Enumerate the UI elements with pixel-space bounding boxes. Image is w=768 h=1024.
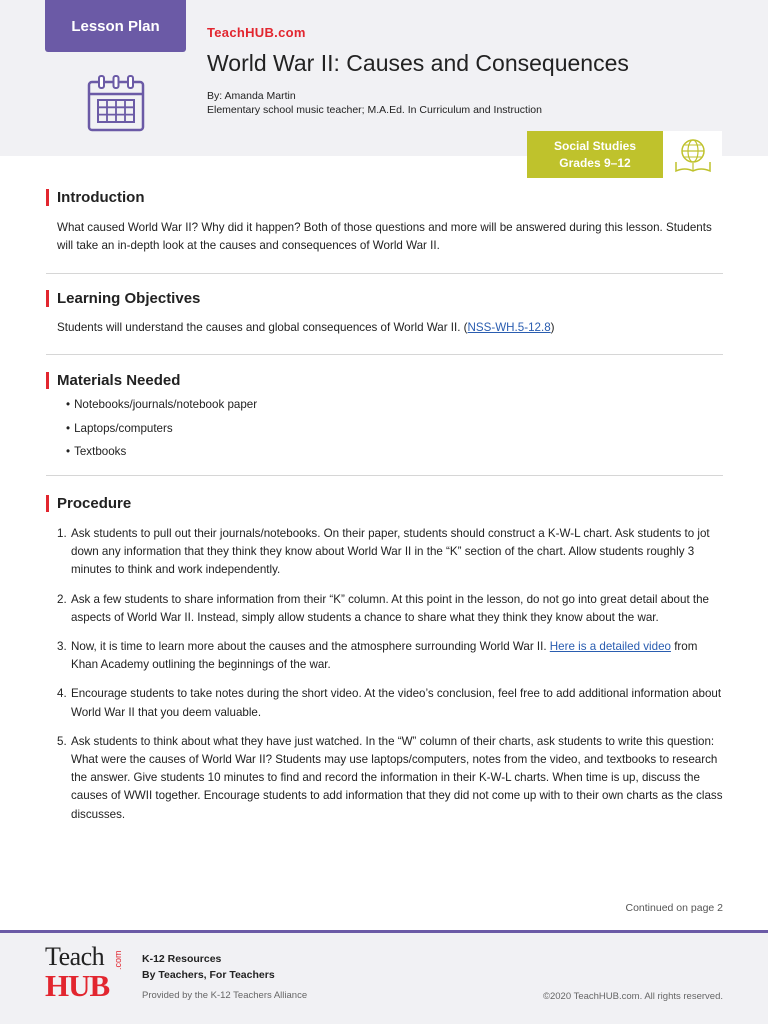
globe-book-icon: [673, 136, 713, 174]
list-item: • Notebooks/journals/notebook paper: [66, 396, 257, 420]
byline: [207, 89, 542, 117]
logo-hub: HUB: [45, 968, 110, 1003]
author-role: Elementary school music teacher; M.A.Ed. In Curriculum and Instruction: [207, 104, 542, 116]
footer: [0, 933, 768, 1024]
step-text: Ask a few students to share information from their “K” column. At this point in the lesson, do not go into great detail about the aspects of World War II. Instead, simply allow students a chance to share what they think they know about the war.: [71, 592, 710, 624]
procedure-step: [57, 733, 723, 824]
footer-tagline-1: K-12 Resources: [142, 953, 222, 965]
procedure-step: [57, 685, 723, 721]
grades-label: Grades 9–12: [559, 155, 631, 170]
logo-com: .com: [113, 950, 123, 970]
step-number: 1.: [57, 527, 67, 540]
step-text: Now, it is time to learn more about the causes and the atmosphere surrounding World War II.: [71, 640, 550, 654]
introduction-text: What caused World War II? Why did it happen? Both of those questions and more will be answered during this lesson. Students will take an in-depth look at the causes and consequences of World War II.: [57, 221, 712, 252]
continued-note: Continued on page 2: [625, 902, 723, 914]
divider: [46, 354, 723, 355]
objectives-text-before: Students will understand the causes and global consequences of World War II. (: [57, 321, 468, 334]
copyright: ©2020 TeachHUB.com. All rights reserved.: [542, 991, 723, 1002]
lesson-plan-tab: Lesson Plan: [45, 0, 186, 52]
footer-provider: Provided by the K-12 Teachers Alliance: [142, 990, 308, 1001]
standard-link[interactable]: NSS-WH.5-12.8: [467, 321, 551, 334]
subject-badge: [527, 131, 663, 178]
procedure-heading: Procedure: [46, 495, 131, 512]
logo-teach: Teach: [45, 942, 105, 971]
procedure-step: [57, 525, 723, 580]
step-number: 3.: [57, 640, 67, 654]
brand-name[interactable]: TeachHUB.com: [207, 25, 306, 40]
step-text: from Khan Academy outlining the beginnings of the war.: [71, 640, 698, 672]
divider: [46, 475, 723, 476]
video-link[interactable]: Here is a detailed video: [549, 640, 671, 654]
step-text: Encourage students to take notes during the short video. At the video’s conclusion, feel free to add additional information about World War II that you deem valuable.: [71, 687, 722, 719]
procedure-list: [57, 525, 723, 835]
step-number: 4.: [57, 687, 67, 701]
materials-list: [66, 396, 257, 467]
materials-heading: Materials Needed: [46, 372, 180, 389]
step-text: Ask students to think about what they have just watched. In the “W” column of their charts, ask students to write this question: What were the causes of World War II? Students may use laptops/computers, notes from the video, and textbooks to research the answer. Give students 10 minutes to find and record the information in their K-W-L charts. When time is up, discuss the causes of WWII together. Encourage students to add information that they did not come up with to their own charts as the class discusses.: [71, 734, 723, 821]
introduction-heading: Introduction: [46, 189, 144, 206]
author-name: By: Amanda Martin: [207, 90, 296, 102]
globe-badge: [663, 131, 722, 178]
list-item: • Laptops/computers: [66, 420, 257, 444]
page-title: World War II: Causes and Consequences: [207, 50, 629, 76]
step-number: 5.: [57, 734, 67, 748]
step-number: 2.: [57, 592, 67, 606]
calendar-icon: [86, 74, 146, 134]
objectives-text: [57, 319, 723, 337]
subject-label: Social Studies: [553, 138, 637, 153]
objectives-text-after: ): [550, 321, 555, 334]
procedure-step: [57, 638, 723, 674]
list-item: • Textbooks: [66, 443, 257, 467]
divider: [46, 273, 723, 274]
procedure-step: [57, 591, 723, 627]
step-text: Ask students to pull out their journals/notebooks. On their paper, students should construct a K-W-L chart. Ask students to jot down any information that they think they know about World War II in the “K” section of the chart. Allow students roughly 3 minutes to think and work independently.: [71, 527, 710, 577]
footer-tagline-2: By Teachers, For Teachers: [142, 969, 275, 981]
objectives-heading: Learning Objectives: [46, 290, 200, 307]
